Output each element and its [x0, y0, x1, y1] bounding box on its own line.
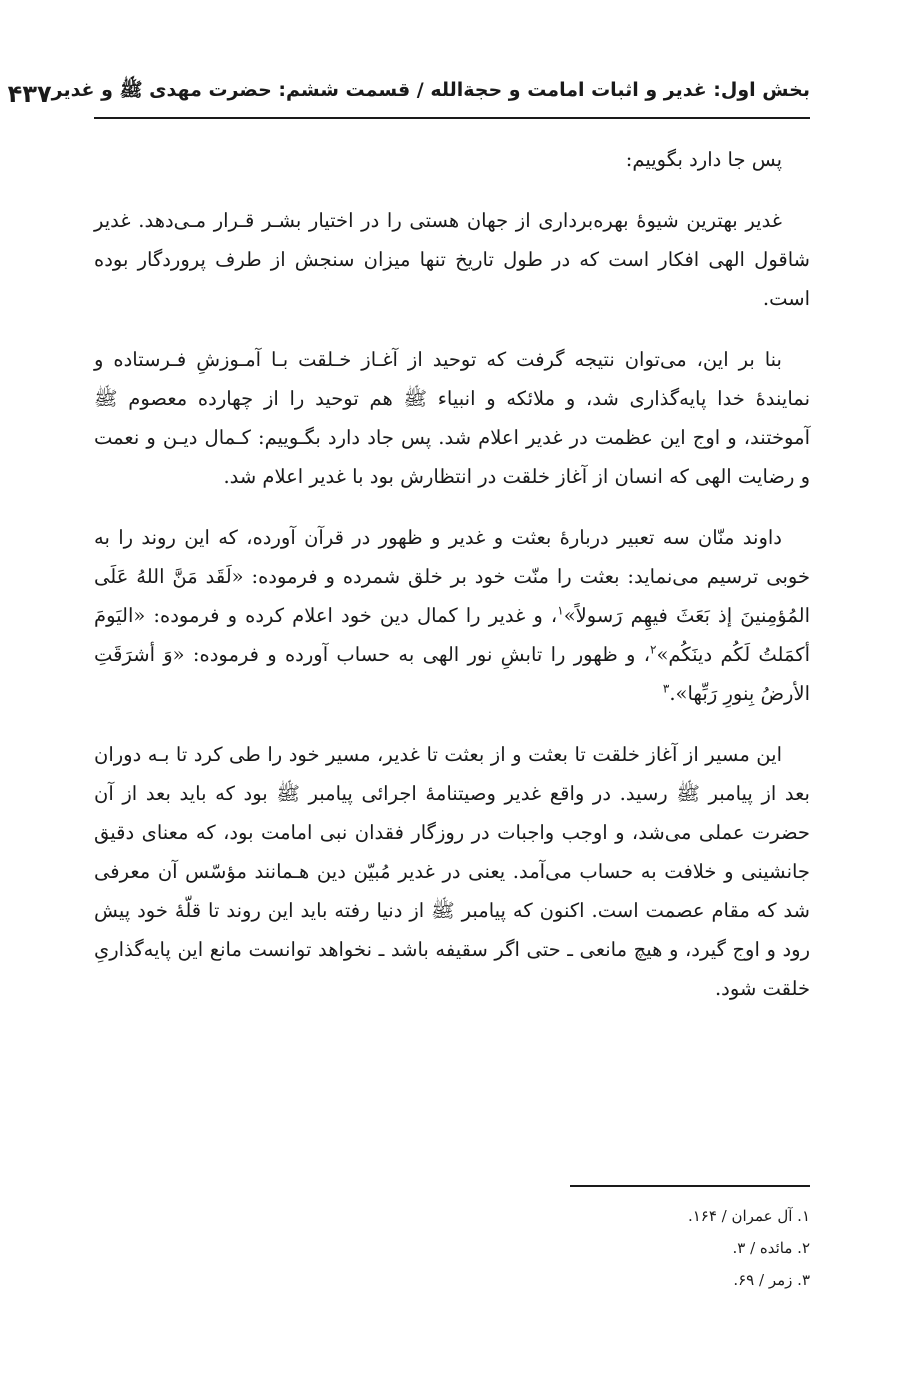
paragraph-4-part-1: داوند منّان سه تعبیر دربارهٔ بعثت و غدیر و ظهور در قرآن آورده، که این روند را به خوبی ترسیم می‌نماید: بعثت را منّت خود بر خلق شمرده و فرموده: «لَقَد مَنَّ اللهُ عَلَی المُؤمِنینَ إذ بَعَثَ فیهِم رَسولاً» [94, 526, 810, 627]
header-rule [94, 117, 810, 119]
paragraph-4-part-3: ، و ظهور را تابشِ نور الهی به حساب آورده و فرموده: «وَ أشرَقَتِ الأرضُ بِنورِ رَبِّها». [94, 643, 810, 705]
page-number: ۴۳۷ [7, 80, 52, 108]
footnotes [94, 1200, 810, 1296]
paragraph-1: پس جا دارد بگوییم: [625, 148, 782, 171]
paragraph-4 [94, 518, 810, 713]
page-header [7, 68, 810, 112]
paragraph-3: بنا بر این، می‌توان نتیجه گرفت که توحید از آغـاز خـلقت بـا آمـوزشِ فـرستاده و نمایندهٔ خدا پایه‌گذاری شد، و ملائکه و انبیاء ﷺ هم توحید را از چهارده معصوم ﷺ آموختند، و اوج این عظمت در غدیر اعلام شد. پس جاد دارد بگـوییم: کـمال دیـن و نعمت و رضایت الهی که انسان از آغاز خلقت در انتظارش بود با غدیر اعلام شد. [94, 348, 810, 488]
footnote-1: ۱. آل عمران / ۱۶۴. [687, 1207, 810, 1225]
footnote-ref-1: ۱ [557, 603, 564, 618]
footnote-3: ۳. زمر / ۶۹. [733, 1271, 810, 1289]
footnote-rule [570, 1185, 810, 1187]
body-text [94, 140, 810, 1030]
paragraph-4-part-2: ، و غدیر را کمال دین خود اعلام کرده و فرموده: «الیَومَ أکمَلتُ لَکُم دینَکُم» [94, 604, 810, 666]
paragraph-5: این مسیر از آغاز خلقت تا بعثت و از بعثت تا غدیر، مسیر خود را طی کرد تا بـه دوران بعد از پیامبر ﷺ رسید. در واقع غدیر وصیتنامهٔ اجرائی پیامبر ﷺ بود که باید بعد از آن حضرت عملی می‌شد، و اوجب واجبات در روزگار فقدان نبی امامت بود، که معنای دقیق جانشینی و خلافت به حساب می‌آمد. یعنی در غدیر مُبیّن دین هـمانند مؤسّس آن معرفی شد که مقام عصمت است. اکنون که پیامبر ﷺ از دنیا رفته باید این روند تا قلّهٔ خود پیش رود و اوج گیرد، و هیچ مانعی ـ حتی اگر سقیفه باشد ـ نخواهد توانست مانع این پایه‌گذاریِ خلقت شود. [94, 743, 810, 1000]
footnote-2: ۲. مائده / ۳. [732, 1239, 810, 1257]
running-head: بخش اول: غدیر و اثبات امامت و حجةالله / قسمت ششم: حضرت مهدی ﷺ و غدیر [51, 79, 810, 101]
paragraph-2: غدیر بهترین شیوهٔ بهره‌برداری از جهان هستی را در اختیار بشـر قـرار مـی‌دهد. غدیر شاقول الهی افکار است که در طول تاریخ تنها میزان سنجش از طرف پروردگار بوده است. [94, 209, 810, 310]
book-page [7, 0, 810, 1390]
footnote-ref-2: ۲ [650, 642, 657, 657]
footnote-ref-3: ۳ [662, 681, 670, 696]
